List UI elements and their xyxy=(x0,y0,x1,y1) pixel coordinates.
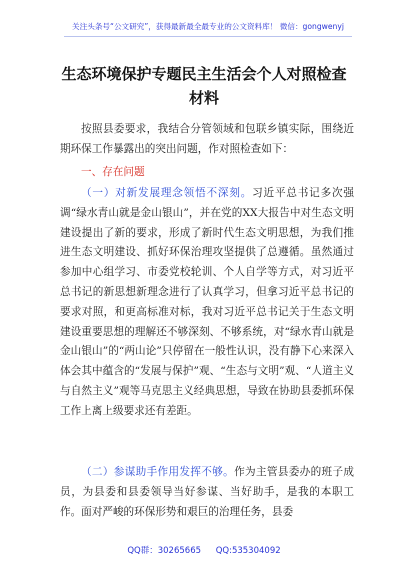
footer-qq-group: QQ群：30265665 xyxy=(127,546,202,556)
paragraph-2-body: 作为主管县委办的班子成员，为县委和县委领导当好参谋、当好助手，是我的本职工作。面对严峻的环保形势和艰巨的治理任务，县委 xyxy=(60,466,355,518)
header-banner-text: 关注头条号“公文研究”，获得最新最全最专业的公文资料库！ 微信：gongwenyj xyxy=(72,22,344,31)
intro-paragraph: 按照县委要求，我结合分管领域和包联乡镇实际，围绕近期环保工作暴露出的突出问题，作对照检查如下： xyxy=(60,123,354,155)
paragraph-1-body: 习近平总书记多次强调“绿水青山就是金山银山”，并在党的XX大报告中对生态文明建设提出了新的要求，形成了新时代生态文明思想，为我们推进生态文明建设、抓好环保治理攻坚提供了总遵循。虽然通过参加中心组学习、市委党校轮训、个人自学等方式，对习近平总书记的新思想新理念进行了认真学习，但拿习近平总书记的要求对照，和更高标准对标，我对习近平总书记关于生态文明建设重要思想的理解还不够深刻、不够系统，对“绿水青山就是金山银山”的“两山论”只停留在一般性认识，没有静下心来深入体会其中蕴含的“发展与保护”观、“生态与文明”观、“人道主义与自然主义”观等马克思主义经典思想，导致在协助县委抓环保工作上离上级要求还有差距。 xyxy=(60,187,355,417)
section-heading-problems: 一、存在问题 xyxy=(81,166,145,178)
paragraph-2 xyxy=(60,463,354,522)
footer-qq: QQ:535304092 xyxy=(215,546,281,556)
footer-contact xyxy=(0,545,408,557)
paragraph-2-heading: （二）参谋助手作用发挥不够。 xyxy=(81,466,235,478)
paragraph-1-heading: （一）对新发展理念领悟不深刻。 xyxy=(81,187,253,199)
header-banner xyxy=(64,20,352,37)
paragraph-1 xyxy=(60,184,354,422)
document-title: 生态环境保护专题民主生活会个人对照检查材料 xyxy=(61,65,347,107)
